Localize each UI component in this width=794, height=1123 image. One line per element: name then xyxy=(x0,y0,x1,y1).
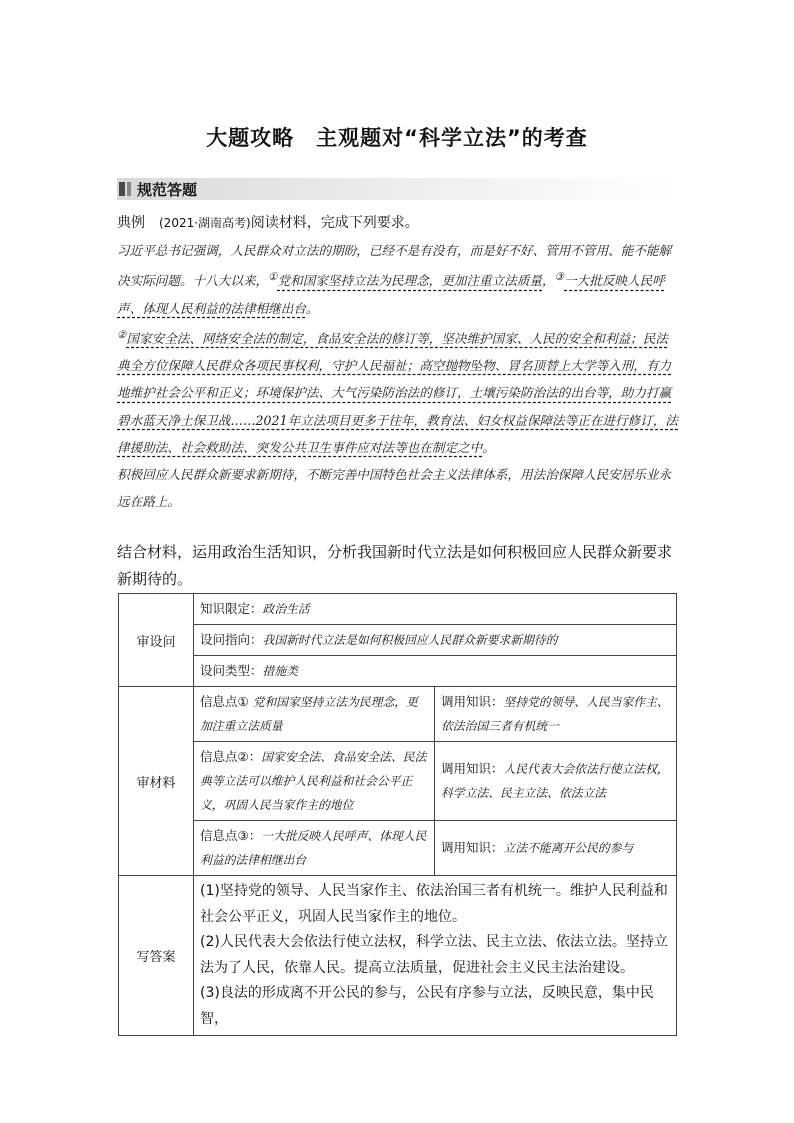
cell-prefix: 调用知识： xyxy=(441,761,504,776)
page-title: 大题攻略 主观题对“科学立法”的考查 xyxy=(206,126,588,150)
underlined-point-3: 一大批反映人民呼声、体现人民利益的法律相继出台 xyxy=(117,273,665,316)
answer-1: (1)坚持党的领导、人民当家作主、依法治国三者有机统一。维护人民利益和社会公平正义，巩固人民当家作主的地位。 xyxy=(200,883,668,925)
cell-text: 措施类 xyxy=(262,664,298,678)
row-head-shenshewen: 审设问 xyxy=(119,594,194,687)
cell-text: 人民代表大会依法行使立法权，科学立法、民主立法、依法立法 xyxy=(441,762,669,800)
knowledge-cell xyxy=(435,687,677,742)
table-cell xyxy=(194,594,677,625)
cell-text: 我国新时代立法是如何积极回应人民群众新要求新期待的 xyxy=(262,633,558,647)
underlined-point-2: 国家安全法、网络安全法的制定，食品安全法的修订等，坚决维护国家、人民的安全和利益；民法典全方位保障人民群众各项民事权利，守护人民福祉；高空抛物坠物、冒名顶替上大学等入刑，有力地维护社会公平和正义；环境保护法、大气污染防治法的修订，土壤污染防治法的出台等，助力打赢碧水蓝天净土保卫战……2021年立法项目更多于往年，教育法、妇女权益保障法等正在进行修订，法律援助法、社会救助法、突发公共卫生事件应对法等也在制定之中 xyxy=(117,330,678,455)
table-row xyxy=(119,687,677,742)
info-point-cell xyxy=(194,821,435,876)
material-paragraph-1 xyxy=(117,237,679,322)
example-intro xyxy=(117,212,419,232)
section-heading-label: 规范答题 xyxy=(137,181,198,199)
cell-text: 坚持党的领导、人民当家作主、依法治国三者有机统一 xyxy=(441,695,669,733)
info-point-cell xyxy=(194,742,435,821)
question-prompt: 结合材料，运用政治生活知识，分析我国新时代立法是如何积极回应人民群众新要求新期待的。 xyxy=(117,543,673,588)
material-separator: ， xyxy=(542,273,555,289)
section-marker-icon xyxy=(119,182,125,196)
example-label: 典例 xyxy=(117,215,145,231)
table-row xyxy=(119,742,677,821)
example-instruction: 阅读材料，完成下列要求。 xyxy=(250,215,419,231)
section-marker-secondary-icon xyxy=(127,182,131,196)
material-period: 。 xyxy=(305,300,319,316)
cell-prefix: 调用知识： xyxy=(441,694,504,709)
row-head-xiedaan: 写答案 xyxy=(119,876,194,1036)
marker-1: ① xyxy=(268,271,278,284)
cell-prefix: 信息点① xyxy=(200,694,249,709)
underlined-point-1: 党和国家坚持立法为民理念，更加注重立法质量 xyxy=(277,273,543,289)
material-paragraph-2 xyxy=(117,322,679,461)
marker-3: ③ xyxy=(554,271,565,284)
answer-3: (3)良法的形成离不开公民的参与，公民有序参与立法，反映民意，集中民智， xyxy=(200,985,654,1027)
table-row xyxy=(119,625,677,656)
cell-text: 党和国家坚持立法为民理念，更加注重立法质量 xyxy=(200,695,418,733)
table-row xyxy=(119,594,677,625)
answer-cell xyxy=(194,876,677,1036)
answer-2: (2)人民代表大会依法行使立法权，科学立法、民主立法、依法立法。坚持立法为了人民，依靠人民。提高立法质量，促进社会主义民主法治建设。 xyxy=(200,934,668,976)
cell-prefix: 知识限定： xyxy=(200,601,263,616)
table-row xyxy=(119,821,677,876)
knowledge-cell xyxy=(435,742,677,821)
cell-text: 立法不能离开公民的参与 xyxy=(503,841,634,855)
row-head-shencailiao: 审材料 xyxy=(119,687,194,876)
reading-material xyxy=(117,237,679,515)
table-cell xyxy=(194,656,677,687)
table-row xyxy=(119,656,677,687)
info-point-cell xyxy=(194,687,435,742)
cell-text: 一大批反映人民呼声、体现人民利益的法律相继出台 xyxy=(200,829,427,867)
section-heading xyxy=(117,178,677,200)
table-cell xyxy=(194,625,677,656)
cell-text: 国家安全法、食品安全法、民法典等立法可以维护人民利益和社会公平正义，巩固人民当家作主的地位 xyxy=(200,750,427,812)
material-paragraph-3: 积极回应人民群众新要求新期待，不断完善中国特色社会主义法律体系，用法治保障人民安居乐业永远在路上。 xyxy=(117,467,672,510)
cell-prefix: 信息点②： xyxy=(200,749,262,764)
material-period: 。 xyxy=(482,439,495,455)
cell-prefix: 信息点③： xyxy=(200,828,262,843)
analysis-table xyxy=(118,593,677,1036)
material-text: 习近平总书记强调，人民群众对立法的期盼，已经不是有没有，而是好不好、管用不管用、能不能解决实际问题。十八大以来， xyxy=(117,243,672,289)
cell-text: 政治生活 xyxy=(262,602,310,616)
example-source: (2021·湖南高考) xyxy=(159,216,251,230)
marker-2: ② xyxy=(117,328,127,341)
cell-prefix: 设问类型： xyxy=(200,663,263,678)
table-row xyxy=(119,876,677,1036)
cell-prefix: 调用知识： xyxy=(441,840,504,855)
knowledge-cell xyxy=(435,821,677,876)
cell-prefix: 设问指向： xyxy=(200,632,263,647)
